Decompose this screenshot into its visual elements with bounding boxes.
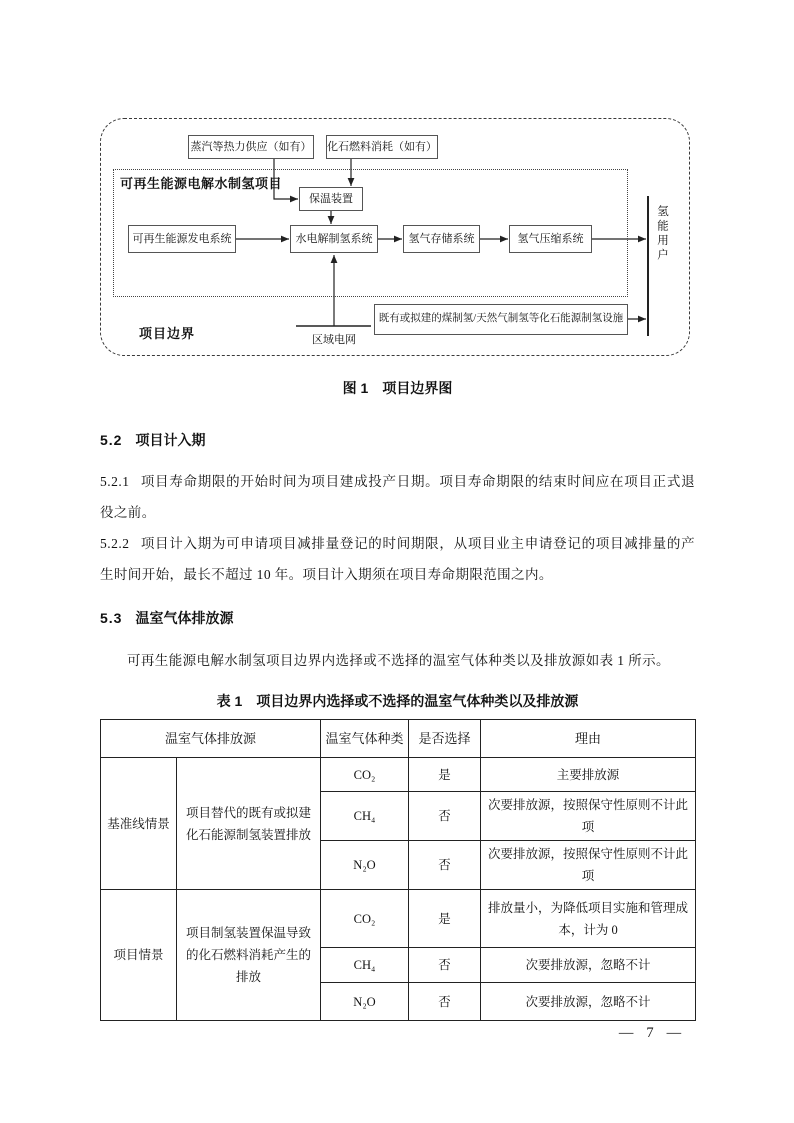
gas-cell: CH₄ — [321, 948, 409, 983]
table-header-row — [101, 720, 696, 758]
figure-caption — [100, 378, 695, 398]
figure-caption-number: 图 1 — [342, 380, 369, 396]
reason-cell: 次要排放源，忽略不计 — [481, 948, 696, 983]
header-reason: 理由 — [481, 720, 696, 758]
reason-cell: 主要排放源 — [481, 758, 696, 792]
paragraph-text: 项目计入期为可申请项目减排量登记的时间期限，从项目业主申请登记的项目减排量的产生时间开始，最长不超过 10 年。项目计入期须在项目寿命期限范围之内。 — [100, 536, 695, 582]
header-emission-source: 温室气体排放源 — [101, 720, 321, 758]
source-cell-project: 项目制氢装置保温导致的化石燃料消耗产生的排放 — [177, 890, 321, 1021]
table-caption — [100, 691, 695, 711]
page-number-dash-left: — — [618, 1025, 634, 1041]
node-steam-supply: 蒸汽等热力供应（如有） — [188, 135, 314, 159]
node-fossil-fuel: 化石燃料消耗（如有） — [326, 135, 438, 159]
section-heading-5-2 — [100, 430, 695, 450]
paragraph-5-2-2 — [100, 528, 695, 590]
node-existing-fossil-facility: 既有或拟建的煤制氢/天然气制氢等化石能源制氢设施 — [374, 304, 628, 335]
reason-cell: 排放量小，为降低项目实施和管理成本，计为 0 — [481, 890, 696, 948]
project-boundary-label: 项目边界 — [139, 326, 196, 341]
project-label: 可再生能源电解水制氢项目 — [120, 176, 283, 191]
figure-caption-title: 项目边界图 — [382, 380, 453, 396]
gas-cell: CO₂ — [321, 758, 409, 792]
reason-cell: 次要排放源，忽略不计 — [481, 983, 696, 1021]
selected-cell: 是 — [409, 890, 481, 948]
gas-cell: CO₂ — [321, 890, 409, 948]
paragraph-number: 5.2.2 — [100, 536, 130, 551]
header-selected: 是否选择 — [409, 720, 481, 758]
section-title: 温室气体排放源 — [135, 610, 234, 626]
paragraph-number: 5.2.1 — [100, 474, 130, 489]
node-insulation-device: 保温装置 — [299, 187, 363, 211]
scenario-cell-baseline: 基准线情景 — [101, 758, 177, 890]
node-renewable-power-system: 可再生能源发电系统 — [128, 225, 236, 253]
table-row — [101, 758, 696, 792]
reason-cell: 次要排放源，按照保守性原则不计此项 — [481, 841, 696, 890]
reason-cell: 次要排放源，按照保守性原则不计此项 — [481, 792, 696, 841]
paragraph-text: 项目寿命期限的开始时间为项目建成投产日期。项目寿命期限的结束时间应在项目正式退役之前。 — [100, 474, 695, 520]
selected-cell: 否 — [409, 841, 481, 890]
hydrogen-user-label: 氢能用户 — [656, 205, 668, 263]
section-title: 项目计入期 — [135, 432, 206, 448]
section-heading-5-3 — [100, 608, 695, 628]
node-hydrogen-storage-system: 氢气存储系统 — [403, 225, 480, 253]
paragraph-5-3: 可再生能源电解水制氢项目边界内选择或不选择的温室气体种类以及排放源如表 1 所示。 — [127, 653, 670, 668]
gas-cell: N₂O — [321, 841, 409, 890]
selected-cell: 否 — [409, 792, 481, 841]
table-caption-number: 表 1 — [216, 693, 243, 709]
header-gas-type: 温室气体种类 — [321, 720, 409, 758]
paragraph-5-2-1 — [100, 466, 695, 528]
regional-grid-label: 区域电网 — [312, 334, 356, 346]
table-caption-title: 项目边界内选择或不选择的温室气体种类以及排放源 — [256, 693, 579, 709]
selected-cell: 否 — [409, 983, 481, 1021]
page-number-dash-right: — — [666, 1025, 682, 1041]
node-hydrogen-compression-system: 氢气压缩系统 — [509, 225, 592, 253]
selected-cell: 是 — [409, 758, 481, 792]
scenario-cell-project: 项目情景 — [101, 890, 177, 1021]
page-number-value: 7 — [646, 1025, 654, 1041]
gas-cell: N₂O — [321, 983, 409, 1021]
page-number — [605, 1025, 695, 1042]
source-cell-baseline: 项目替代的既有或拟建化石能源制氢装置排放 — [177, 758, 321, 890]
section-number: 5.2 — [100, 432, 123, 448]
project-boundary-figure — [100, 118, 690, 356]
ghg-emission-sources-table — [100, 719, 696, 1021]
section-number: 5.3 — [100, 610, 123, 626]
table-row — [101, 890, 696, 948]
selected-cell: 否 — [409, 948, 481, 983]
node-electrolysis-system: 水电解制氢系统 — [290, 225, 378, 253]
gas-cell: CH₄ — [321, 792, 409, 841]
